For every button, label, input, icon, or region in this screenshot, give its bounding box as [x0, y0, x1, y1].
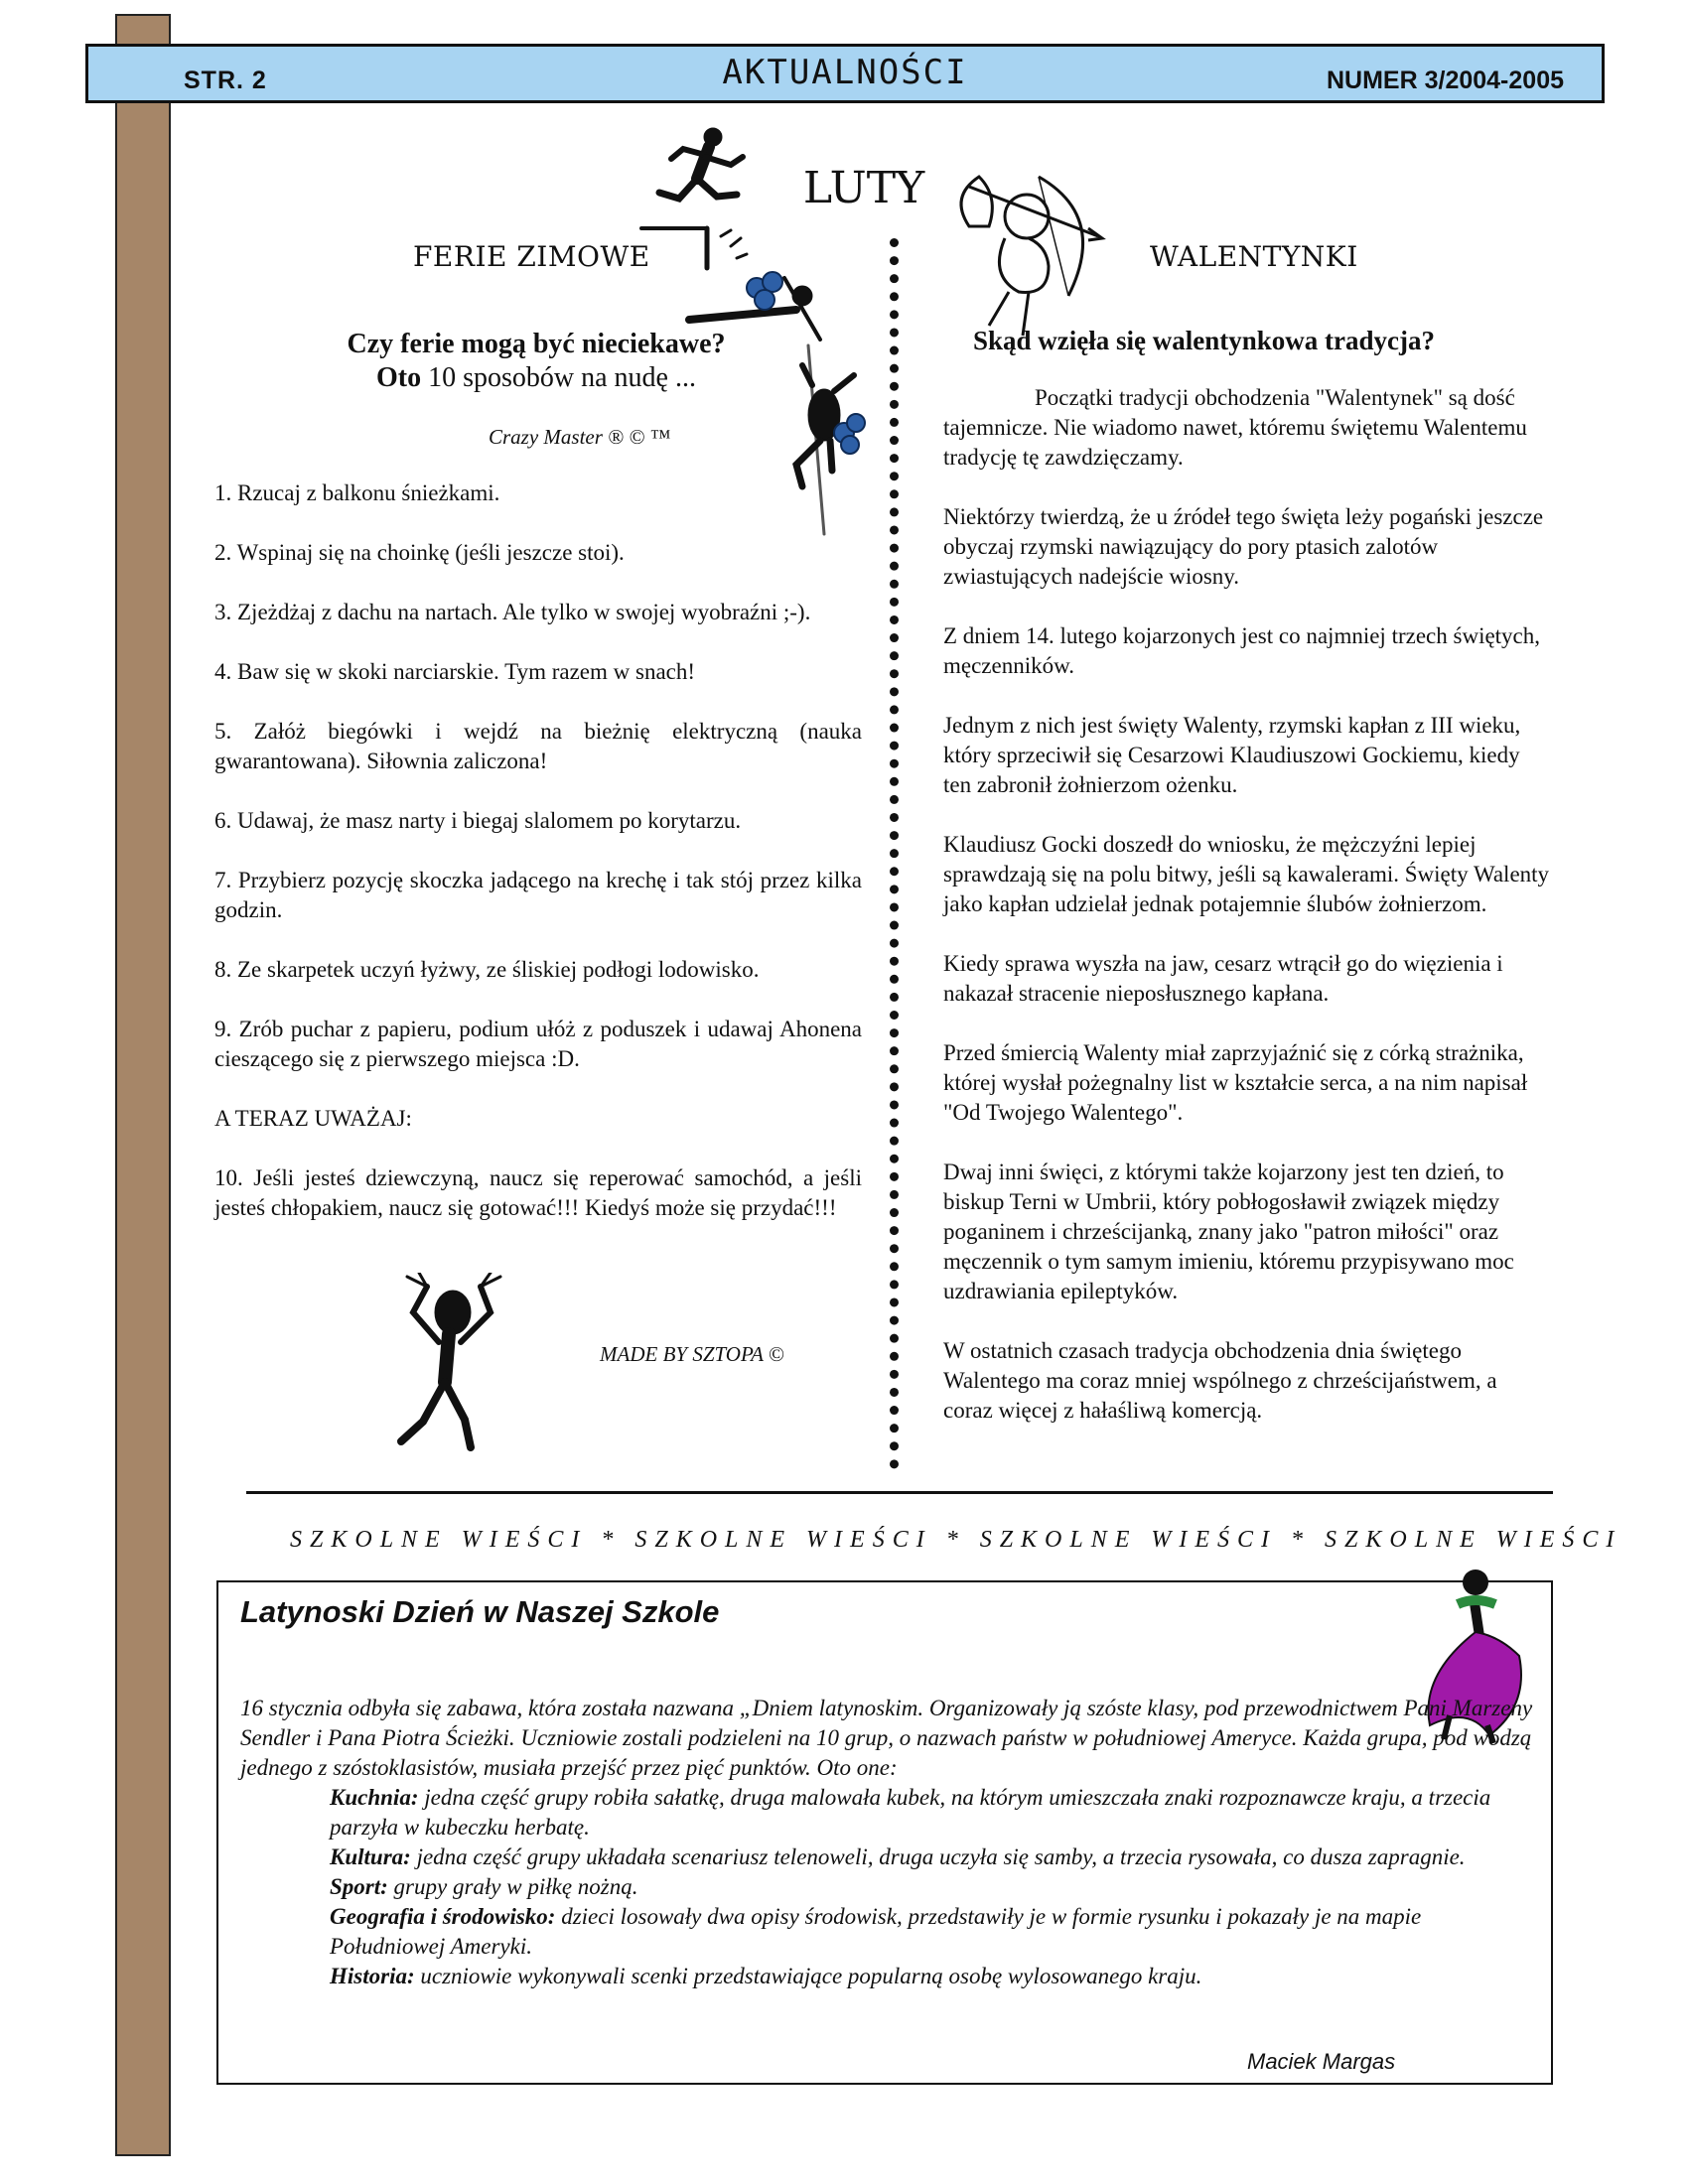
left-question-line1: Czy ferie mogą być nieciekawe? — [347, 329, 726, 359]
point-label: Historia: — [330, 1964, 415, 1988]
list-item: 2. Wspinaj się na choinkę (jeśli jeszcze stoi). — [214, 540, 625, 565]
left-question-line2-bold: Oto — [376, 362, 422, 393]
paragraph: Niektórzy twierdzą, że u źródeł tego święta leży pogański jeszcze obyczaj rzymski nawiązujący do pory ptasich zalotów zwiastujących nadejście wiosny. — [943, 504, 1544, 589]
column-divider — [890, 238, 899, 1469]
made-by: MADE BY SZTOPA © — [600, 1342, 784, 1366]
school-news-banner: SZKOLNE WIEŚCI * SZKOLNE WIEŚCI * SZKOLNE WIEŚCI * SZKOLNE WIEŚCI — [290, 1527, 1622, 1553]
list-item: 4. Baw się w skoki narciarskie. Tym razem w snach! — [214, 659, 696, 684]
point-text: jedna część grupy robiła sałatkę, druga malowała kubek, na którym umieszczała znaki rozpoznawcze kraju, a trzecia parzyła w kubeczku herbatę. — [330, 1785, 1491, 1840]
valentine-article — [943, 383, 1551, 1455]
paragraph: Z dniem 14. lutego kojarzonych jest co najmniej trzech świętych, męczenników. — [943, 623, 1541, 678]
paragraph: Przed śmiercią Walenty miał zaprzyjaźnić się z córką strażnika, której wysłał pożegnalny list w kształcie serca, a na nim napisał "Od Twojego Walentego". — [943, 1040, 1528, 1125]
point-label: Geografia i środowisko: — [330, 1904, 556, 1929]
article-author: Maciek Margas — [1247, 2049, 1396, 2074]
point-text: jedna część grupy układała scenariusz telenoweli, druga uczyła się samby, a trzecia rysowała, co dusza zapragnie. — [410, 1844, 1466, 1869]
paragraph: W ostatnich czasach tradycja obchodzenia dnia świętego Walentego ma coraz mniej wspólnego z chrześcijaństwem, a coraz więcej z hałaśliwą komercją. — [943, 1338, 1497, 1423]
point-label: Kuchnia: — [330, 1785, 419, 1810]
article-point — [330, 1872, 1521, 1902]
point-text: grupy grały w piłkę nożną. — [387, 1874, 638, 1899]
list-item: 6. Udawaj, że masz narty i biegaj slalomem po korytarzu. — [214, 808, 742, 833]
article-point — [330, 1962, 1521, 1991]
left-lead-question — [298, 328, 774, 395]
article-point — [330, 1902, 1521, 1962]
left-column-heading: FERIE ZIMOWE — [413, 240, 650, 273]
header-band — [85, 44, 1605, 103]
page-label: STR. 2 — [184, 67, 267, 94]
sidebar-bar — [115, 14, 171, 2156]
list-item: 7. Przybierz pozycję skoczka jadącego na krechę i tak stój przez kilka godzin. — [214, 868, 862, 922]
paragraph: Kiedy sprawa wyszła na jaw, cesarz wtrącił go do więzienia i nakazał stracenie nieposłusznego kapłana. — [943, 951, 1503, 1006]
article-point — [330, 1783, 1521, 1843]
point-label: Sport: — [330, 1874, 388, 1899]
point-text: uczniowie wykonywali scenki przedstawiające popularną osobę wylosowanego kraju. — [414, 1964, 1202, 1988]
article-intro: 16 stycznia odbyła się zabawa, która została nazwana „Dniem latynoskim. Organizowały ją szóste klasy, pod przewodnictwem Pani Marzeny Sendler i Pana Piotra Ścieżki. Uczniowie zostali podzieleni na 10 grup, o nazwach państw w południowej Ameryce. Każda grupa, pod wodzą jednego z szóstoklasistów, musiała przejść przez pięć punktów. Oto one: — [240, 1696, 1533, 1780]
list-item: 9. Zrób puchar z papieru, podium ułóż z poduszek i udawaj Ahonena cieszącego się z pierwszego miejsca :D. — [214, 1017, 862, 1071]
article-point — [330, 1843, 1521, 1872]
stressed-figure-icon — [361, 1273, 550, 1461]
paragraph: Dwaj inni święci, z którymi także kojarzony jest ten dzień, to biskup Terni w Umbrii, który pobłogosławił związek między poganinem i chrześcijanką, znany jako "patron miłości" oraz męczennik o tym samym imieniu, któremu przypisywano moc uzdrawiania epileptyków. — [943, 1160, 1514, 1303]
article-points — [330, 1783, 1521, 1991]
right-lead-question: Skąd wzięła się walentynkowa tradycja? — [973, 326, 1435, 355]
ways-list — [214, 478, 862, 1253]
article-title: Latynoski Dzień w Naszej Szkole — [240, 1594, 720, 1629]
section-rule — [246, 1491, 1553, 1494]
list-item: A TERAZ UWAŻAJ: — [214, 1106, 412, 1131]
left-author: Crazy Master ® © ™ — [489, 425, 671, 449]
paragraph: Jednym z nich jest święty Walenty, rzymski kapłan z III wieku, który sprzeciwił się Cesarzowi Klaudiuszowi Gockiemu, kiedy ten zabronił żołnierzom ożenku. — [943, 713, 1521, 797]
month-title: LUTY — [802, 163, 925, 213]
list-item: 5. Załóż biegówki i wejdź na bieżnię elektryczną (nauka gwarantowana). Siłownia zaliczona! — [214, 719, 862, 773]
cupid-icon — [929, 157, 1128, 345]
list-item: 10. Jeśli jesteś dziewczyną, naucz się reperować samochód, a jeśli jesteś chłopakiem, naucz się gotować!!! Kiedyś może się przydać!!! — [214, 1165, 862, 1220]
issue-label: NUMER 3/2004-2005 — [1326, 67, 1564, 94]
right-column-heading: WALENTYNKI — [1150, 240, 1358, 273]
left-question-line2-rest: 10 sposobów na nudę ... — [421, 362, 696, 393]
paragraph: Klaudiusz Gocki doszedł do wniosku, że mężczyźni lepiej sprawdzają się na polu bitwy, jeśli są kawalerami. Święty Walenty jako kapłan udzielał jednak potajemnie ślubów żołnierzom. — [943, 832, 1550, 916]
section-title: AKTUALNOŚCI — [722, 53, 968, 92]
list-item: 1. Rzucaj z balkonu śnieżkami. — [214, 480, 500, 505]
point-label: Kultura: — [330, 1844, 411, 1869]
paragraph: Początki tradycji obchodzenia "Walentynek" są dość tajemnicze. Nie wiadomo nawet, któremu świętemu Walentemu tradycję tę zawdzięczamy. — [943, 385, 1527, 470]
point-text: dzieci losowały dwa opisy środowisk, przedstawiły je w formie rysunku i pokazały je na mapie Południowej Ameryki. — [330, 1904, 1422, 1959]
list-item: 3. Zjeżdżaj z dachu na nartach. Ale tylko w swojej wyobraźni ;-). — [214, 600, 811, 624]
list-item: 8. Ze skarpetek uczyń łyżwy, ze śliskiej podłogi lodowisko. — [214, 957, 760, 982]
